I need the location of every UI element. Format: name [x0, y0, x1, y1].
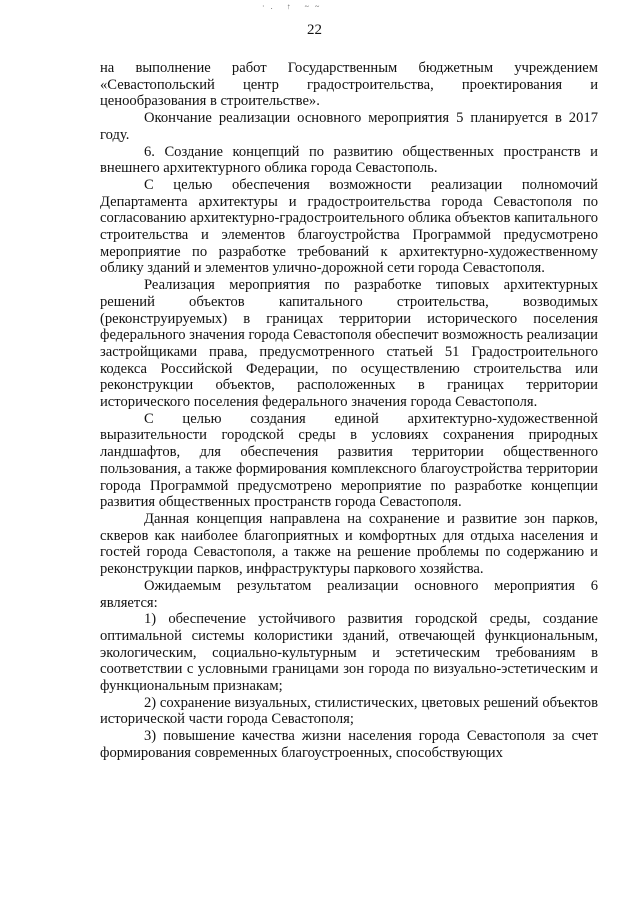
paragraph: Ожидаемым результатом реализации основного мероприятия 6 является:	[100, 577, 598, 611]
section-heading: 6. Создание концепций по развитию общественных пространств и внешнего архитектурного облика города Севастополь.	[100, 143, 598, 177]
document-body	[100, 60, 598, 762]
paragraph: С целью создания единой архитектурно-художественной выразительности городской среды в условиях сохранения природных ландшафтов, для обеспечения развития территории общественного пользования, а также формирования комплексного благоустройства территории города Программой предусмотрено мероприятие по разработке концепции развития общественных пространств города Севастополя.	[100, 410, 598, 511]
list-item: 2) сохранение визуальных, стилистических, цветовых решений объектов исторической части города Севастополя;	[100, 694, 598, 728]
paragraph: Окончание реализации основного мероприятия 5 планируется в 2017 году.	[100, 110, 598, 143]
scan-artifact: ·. ↑ ~~	[262, 2, 326, 11]
page-number: 22	[307, 22, 322, 38]
paragraph: Данная концепция направлена на сохранение и развитие зон парков, скверов как наиболее благоприятных и комфортных для отдыха населения и гостей города Севастополя, а также на решение проблемы по содержанию и реконструкции парков, инфраструктуры паркового хозяйства.	[100, 510, 598, 578]
list-item: 3) повышение качества жизни населения города Севастополя за счет формирования современных благоустроенных, способствующих	[100, 728, 598, 761]
paragraph-continuation: на выполнение работ Государственным бюджетным учреждением «Севастопольский центр градостроительства, проектирования и ценообразования в строительстве».	[100, 60, 598, 110]
paragraph: С целью обеспечения возможности реализации полномочий Департамента архитектуры и градостроительства города Севастополя по согласованию архитектурно-градостроительного облика объектов капитального строительства и элементов благоустройства Программой предусмотрено мероприятие по разработке требований к архитектурно-художественному облику зданий и элементов улично-дорожной сети города Севастополя.	[100, 176, 598, 277]
list-item: 1) обеспечение устойчивого развития городской среды, создание оптимальной системы колористики зданий, отвечающей функциональным, экологическим, социально-культурным и эстетическим требованиям в соответствии с условными границами зон города по визуально-эстетическим и функциональным признакам;	[100, 611, 598, 695]
paragraph: Реализация мероприятия по разработке типовых архитектурных решений объектов капитального строительства, возводимых (реконструируемых) в границах территории исторического поселения федерального значения города Севастополя обеспечит возможность реализации застройщиками права, предусмотренного статьей 51 Градостроительного кодекса Российской Федерации, по осуществлению строительства или реконструкции объектов, расположенных в границах территории исторического поселения федерального значения города Севастополя.	[100, 277, 598, 411]
